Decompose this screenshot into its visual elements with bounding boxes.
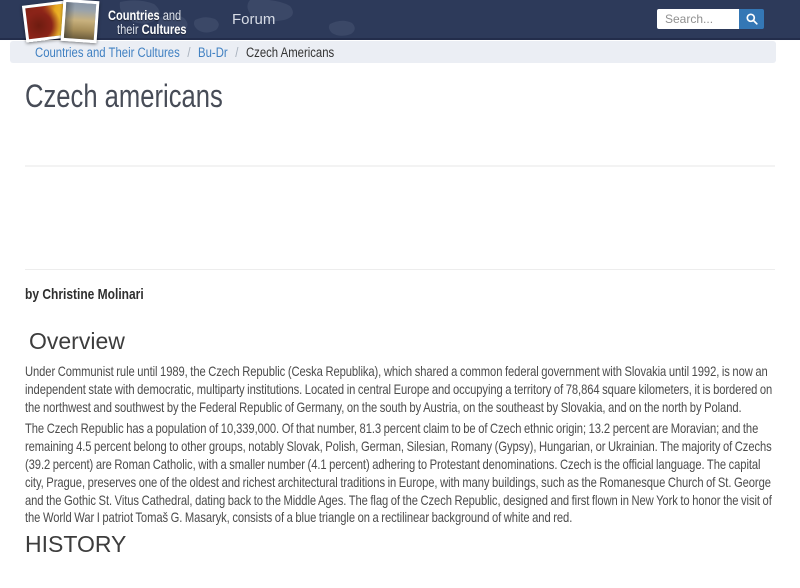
overview-paragraph-1: Under Communist rule until 1989, the Czech Republic (Ceska Republika), which shared a common federal government with Slovakia until 1992, is now an independent state with democratic, multiparty institutions. Located in central Europe and occupying a territory of 78,864 square kilometers, it is bordered on the northwest and southwest by the Federal Republic of Germany, on the south by Austria, on the southeast by Slovakia, and on the north by Poland. (25, 363, 773, 415)
logo-word-and: and (159, 8, 182, 23)
search-button[interactable] (739, 9, 764, 29)
top-nav (0, 0, 800, 40)
section-heading-history: HISTORY (25, 531, 127, 558)
byline: by Christine Molinari (25, 286, 144, 303)
breadcrumb-current: Czech Americans (245, 44, 335, 60)
ad-placeholder (25, 167, 775, 269)
forum-link[interactable]: Forum (232, 11, 276, 28)
breadcrumb-link-section[interactable]: Bu-Dr (198, 44, 228, 60)
page-title: Czech americans (25, 78, 223, 114)
breadcrumb-separator: / (235, 44, 239, 60)
article (0, 78, 800, 557)
logo-photo-statues (61, 0, 100, 43)
overview-paragraph-2: The Czech Republic has a population of 10,339,000. Of that number, 81.3 percent claim to be of Czech ethnic origin; 13.2 percent are Moravian; and the remaining 4.5 percent belong to other groups, notably Slovak, Polish, German, Silesian, Romany (Gypsy), Hungarian, or Ukrainian. The majority of Czechs (39.2 percent) are Roman Catholic, with a smaller number (4.1 percent) adhering to Protestant denominations. Czech is the official language. The capital city, Prague, preserves one of the oldest and richest architectural traditions in Europe, with many buildings, such as the Romanesque Church of St. George and the Gothic St. Vitus Cathedral, dating back to the Middle Ages. The flag of the Czech Republic, designed and first flown in New York to honor the visit of the World War I patriot Tomaš G. Masaryk, consists of a blue triangle on a rectilinear background of white and red. (25, 420, 772, 526)
search-input[interactable] (657, 9, 739, 29)
site-logo-text (108, 9, 187, 37)
logo-word-cultures: Cultures (141, 22, 187, 37)
logo-word-countries: Countries (108, 8, 160, 23)
site-logo[interactable] (24, 2, 234, 46)
breadcrumb-link-home[interactable]: Countries and Their Cultures (35, 44, 180, 60)
content-divider (25, 269, 775, 270)
section-heading-overview: Overview (29, 328, 125, 354)
logo-word-their: their (117, 22, 142, 37)
breadcrumb-separator: / (187, 44, 191, 60)
search-form (657, 9, 764, 29)
magnifier-icon (746, 13, 758, 25)
